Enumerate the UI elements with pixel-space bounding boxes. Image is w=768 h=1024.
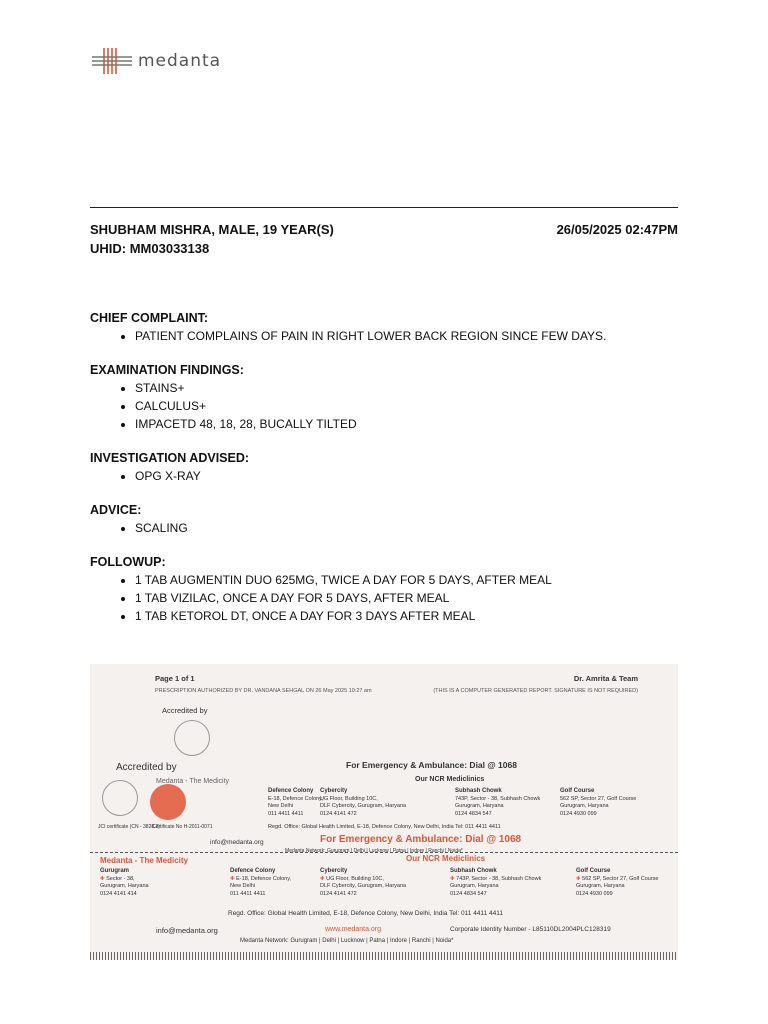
- ncr-mediclinics-label: Our NCR Mediclinics: [415, 776, 485, 783]
- jci-seal-icon: [102, 780, 138, 816]
- corporate-id: Corporate Identity Number - L85110DL2004PLC128319: [450, 926, 611, 933]
- medanta-cross-icon: [90, 46, 134, 76]
- list-item: • OPG X-RAY: [135, 467, 680, 485]
- patient-info: [90, 220, 334, 258]
- prescription-body: [90, 309, 680, 641]
- website-text: www.medanta.org: [325, 926, 382, 933]
- regd-office: Regd. Office: Global Health Limited, E-18, Defence Colony, New Delhi, India Tel: 011 4411 4411: [228, 910, 503, 917]
- list-item: • 1 TAB KETOROL DT, ONCE A DAY FOR 3 DAYS AFTER MEAL: [135, 607, 680, 625]
- accreditation-seal-icon: [174, 720, 210, 756]
- nabh-seal-icon: [150, 784, 186, 820]
- network-text: Medanta Network: Gurugram | Delhi | Lucknow | Patna | Indore | Ranchi | Noida*: [240, 938, 454, 944]
- visit-datetime: 26/05/2025 02:47PM: [556, 222, 678, 237]
- certificate-number: Certificate No H-2011-0071: [152, 824, 213, 830]
- cut-line: [90, 852, 678, 853]
- location-defence-colony: Defence Colony ✚ E-18, Defence Colony, New Delhi 011 4411 4411: [230, 868, 292, 897]
- section-followup: [90, 553, 680, 625]
- page-number: Page 1 of 1: [155, 674, 195, 683]
- section-title: ADVICE:: [90, 503, 142, 517]
- patient-uhid: UHID: MM03033138: [90, 241, 210, 256]
- email-ghost: info@medanta.org: [210, 839, 264, 846]
- list-item: • PATIENT COMPLAINS OF PAIN IN RIGHT LOWER BACK REGION SINCE FEW DAYS.: [135, 327, 680, 345]
- section-examination-findings: [90, 361, 680, 433]
- authorization-note: PRESCRIPTION AUTHORIZED BY DR. VANDANA SEHGAL ON 26 May 2025 10:27 am: [155, 688, 372, 694]
- location-defence-colony-ghost: Defence Colony E-18, Defence Colony, New Delhi 011 4411 4411: [268, 788, 323, 817]
- section-title: EXAMINATION FINDINGS:: [90, 363, 244, 377]
- section-title: CHIEF COMPLAINT:: [90, 311, 209, 325]
- emergency-line-red: For Emergency & Ambulance: Dial @ 1068: [320, 834, 522, 845]
- email-text: info@medanta.org: [156, 926, 218, 935]
- section-advice: [90, 501, 680, 537]
- location-gurugram: Gurugram ✚ Sector - 38, Gurugram, Haryana 0124 4141 414: [100, 868, 149, 897]
- list-item: • 1 TAB VIZILAC, ONCE A DAY FOR 5 DAYS, AFTER MEAL: [135, 589, 680, 607]
- location-golf-course-ghost: Golf Course 562 SP, Sector 27, Golf Course Gurugram, Haryana 0124 4930 099: [560, 788, 637, 817]
- emergency-line: For Emergency & Ambulance: Dial @ 1068: [346, 760, 517, 770]
- list-item: • IMPACETD 48, 18, 28, BUCALLY TILTED: [135, 415, 680, 433]
- location-cybercity-ghost: Cybercity UG Floor, Building 10C, DLF Cybercity, Gurugram, Haryana 0124 4141 472: [320, 788, 407, 817]
- brand-name: medanta: [138, 51, 222, 71]
- ncr-mediclinics-label-red: Our NCR Mediclinics: [406, 854, 486, 863]
- list-item: • CALCULUS+: [135, 397, 680, 415]
- header-divider: [90, 207, 678, 208]
- medanta-logo: [90, 46, 221, 76]
- regd-office-ghost: Regd. Office: Global Health Limited, E-18, Defence Colony, New Delhi, India Tel: 011 4411 4411: [268, 824, 501, 830]
- medicity-label: Medanta - The Medicity: [100, 856, 189, 865]
- list-item: • SCALING: [135, 519, 680, 537]
- location-subhash-chowk-ghost: Subhash Chowk 743P, Sector - 38, Subhash Chowk Gurugram, Haryana 0124 4834 547: [455, 788, 541, 817]
- location-cybercity: Cybercity ✚ UG Floor, Building 10C, DLF Cybercity, Gurugram, Haryana 0124 4141 472: [320, 868, 407, 897]
- list-item: • 1 TAB AUGMENTIN DUO 625MG, TWICE A DAY FOR 5 DAYS, AFTER MEAL: [135, 571, 680, 589]
- list-item: • STAINS+: [135, 379, 680, 397]
- section-title: FOLLOWUP:: [90, 555, 166, 569]
- section-chief-complaint: [90, 309, 680, 345]
- location-golf-course: Golf Course ✚ 562 SP, Sector 27, Golf Course Gurugram, Haryana 0124 4930 099: [576, 868, 659, 897]
- accredited-by-label-2: Accredited by: [116, 762, 177, 773]
- computer-generated-note: (THIS IS A COMPUTER GENERATED REPORT. SIGNATURE IS NOT REQUIRED): [433, 688, 638, 694]
- section-investigation-advised: [90, 449, 680, 485]
- section-title: INVESTIGATION ADVISED:: [90, 451, 250, 465]
- medicity-label-ghost: Medanta - The Medicity: [156, 778, 230, 785]
- doctor-name: Dr. Amrita & Team: [573, 674, 638, 683]
- patient-name-line: SHUBHAM MISHRA, MALE, 19 YEAR(S): [90, 222, 334, 237]
- network-ghost: Medanta Network: Gurugram | Delhi | Lucknow | Patna | Indore | Ranchi | Noida*: [285, 848, 463, 854]
- location-subhash-chowk: Subhash Chowk ✚ 743P, Sector - 38, Subhash Chowk Gurugram, Haryana 0124 4834 547: [450, 868, 542, 897]
- scanned-footer: [90, 664, 678, 960]
- jci-certificate: JCI certificate (CN - 3828.2): [98, 824, 160, 830]
- accredited-by-label: Accredited by: [162, 706, 208, 715]
- footer-barcode-strip: [90, 952, 678, 960]
